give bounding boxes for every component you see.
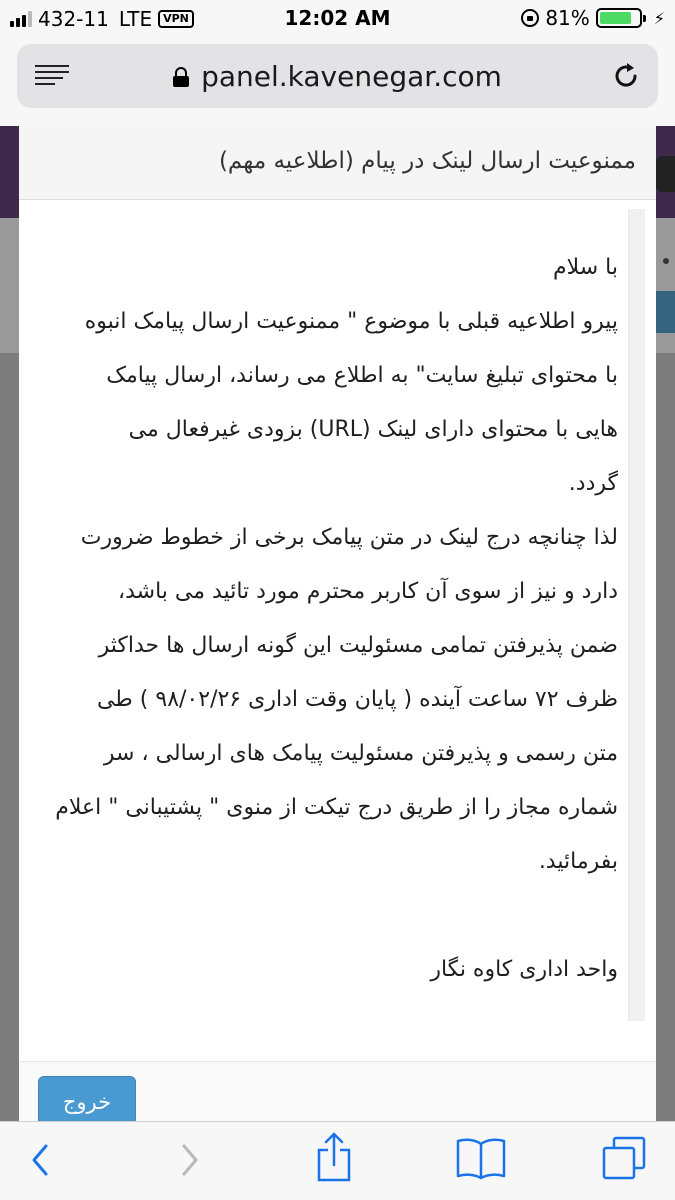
message-line: ضمن پذیرفتن تمامی مسئولیت این گونه ارسال ها حداکثر (98, 633, 618, 658)
charging-icon: ⚡ (653, 8, 665, 28)
scrollbar[interactable] (628, 209, 645, 1021)
message-signature: واحد اداری کاوه نگار (430, 957, 618, 982)
message-spacer (78, 889, 618, 943)
url-display[interactable] (17, 60, 658, 93)
message-line: دارد و نیز از سوی آن کاربر محترم مورد تائید می باشد، (118, 579, 618, 604)
site-dot (663, 258, 669, 264)
address-bar[interactable] (17, 44, 658, 108)
status-right (521, 6, 665, 30)
battery-percent: 81% (545, 6, 590, 30)
site-header-element (655, 156, 675, 192)
carrier-name: 432-11 (38, 7, 109, 31)
network-type: LTE (118, 7, 153, 31)
message-line: با سلام (552, 255, 618, 280)
message-line: لذا چنانچه درج لینک در متن پیامک برخی از خطوط ضرورت (80, 525, 618, 550)
message-line: گردد. (568, 471, 618, 496)
modal-title: ممنوعیت ارسال لینک در پیام (اطلاعیه مهم) (218, 148, 636, 174)
padlock-icon (173, 67, 189, 87)
vpn-badge: VPN (158, 10, 194, 28)
browser-toolbar (0, 1121, 675, 1200)
modal-body (19, 201, 656, 1061)
reload-icon[interactable] (610, 60, 642, 92)
url-text: panel.kavenegar.com (201, 60, 502, 93)
message-line: بفرمائید. (538, 849, 618, 874)
bookmarks-icon[interactable] (455, 1136, 507, 1180)
forward-icon[interactable] (176, 1140, 204, 1180)
message-line: پیرو اطلاعیه قبلی با موضوع " ممنوعیت ارسال پیامک انبوه (84, 309, 618, 334)
modal-footer (19, 1061, 656, 1121)
message-line: هایی با محتوای دارای لینک (URL) بزودی غیرفعال می (128, 417, 618, 442)
status-time: 12:02 AM (284, 6, 391, 30)
scrollbar-thumb[interactable] (631, 211, 643, 1017)
announcement-modal (19, 126, 656, 1121)
back-icon[interactable] (26, 1140, 54, 1180)
message-line: با محتوای تبلیغ سایت" به اطلاع می رساند، ارسال پیامک (106, 363, 618, 388)
message-line: شماره مجاز را از طریق درج تیکت از منوی " پشتیبانی " اعلام (55, 795, 618, 820)
orientation-lock-icon (521, 9, 539, 27)
exit-button[interactable]: خروج (38, 1076, 136, 1132)
message-line: متن رسمی و پذیرفتن مسئولیت پیامک های ارسالی ، سر (103, 741, 618, 766)
modal-header (19, 126, 656, 200)
tabs-icon[interactable] (600, 1134, 648, 1182)
message-line: ظرف ۷۲ ساعت آینده ( پایان وقت اداری ۹۸/۰۲/۲۶ ) طی (96, 687, 618, 712)
status-bar (0, 0, 675, 38)
message-text (55, 241, 618, 997)
share-icon[interactable] (314, 1132, 354, 1184)
battery-icon (596, 8, 642, 28)
